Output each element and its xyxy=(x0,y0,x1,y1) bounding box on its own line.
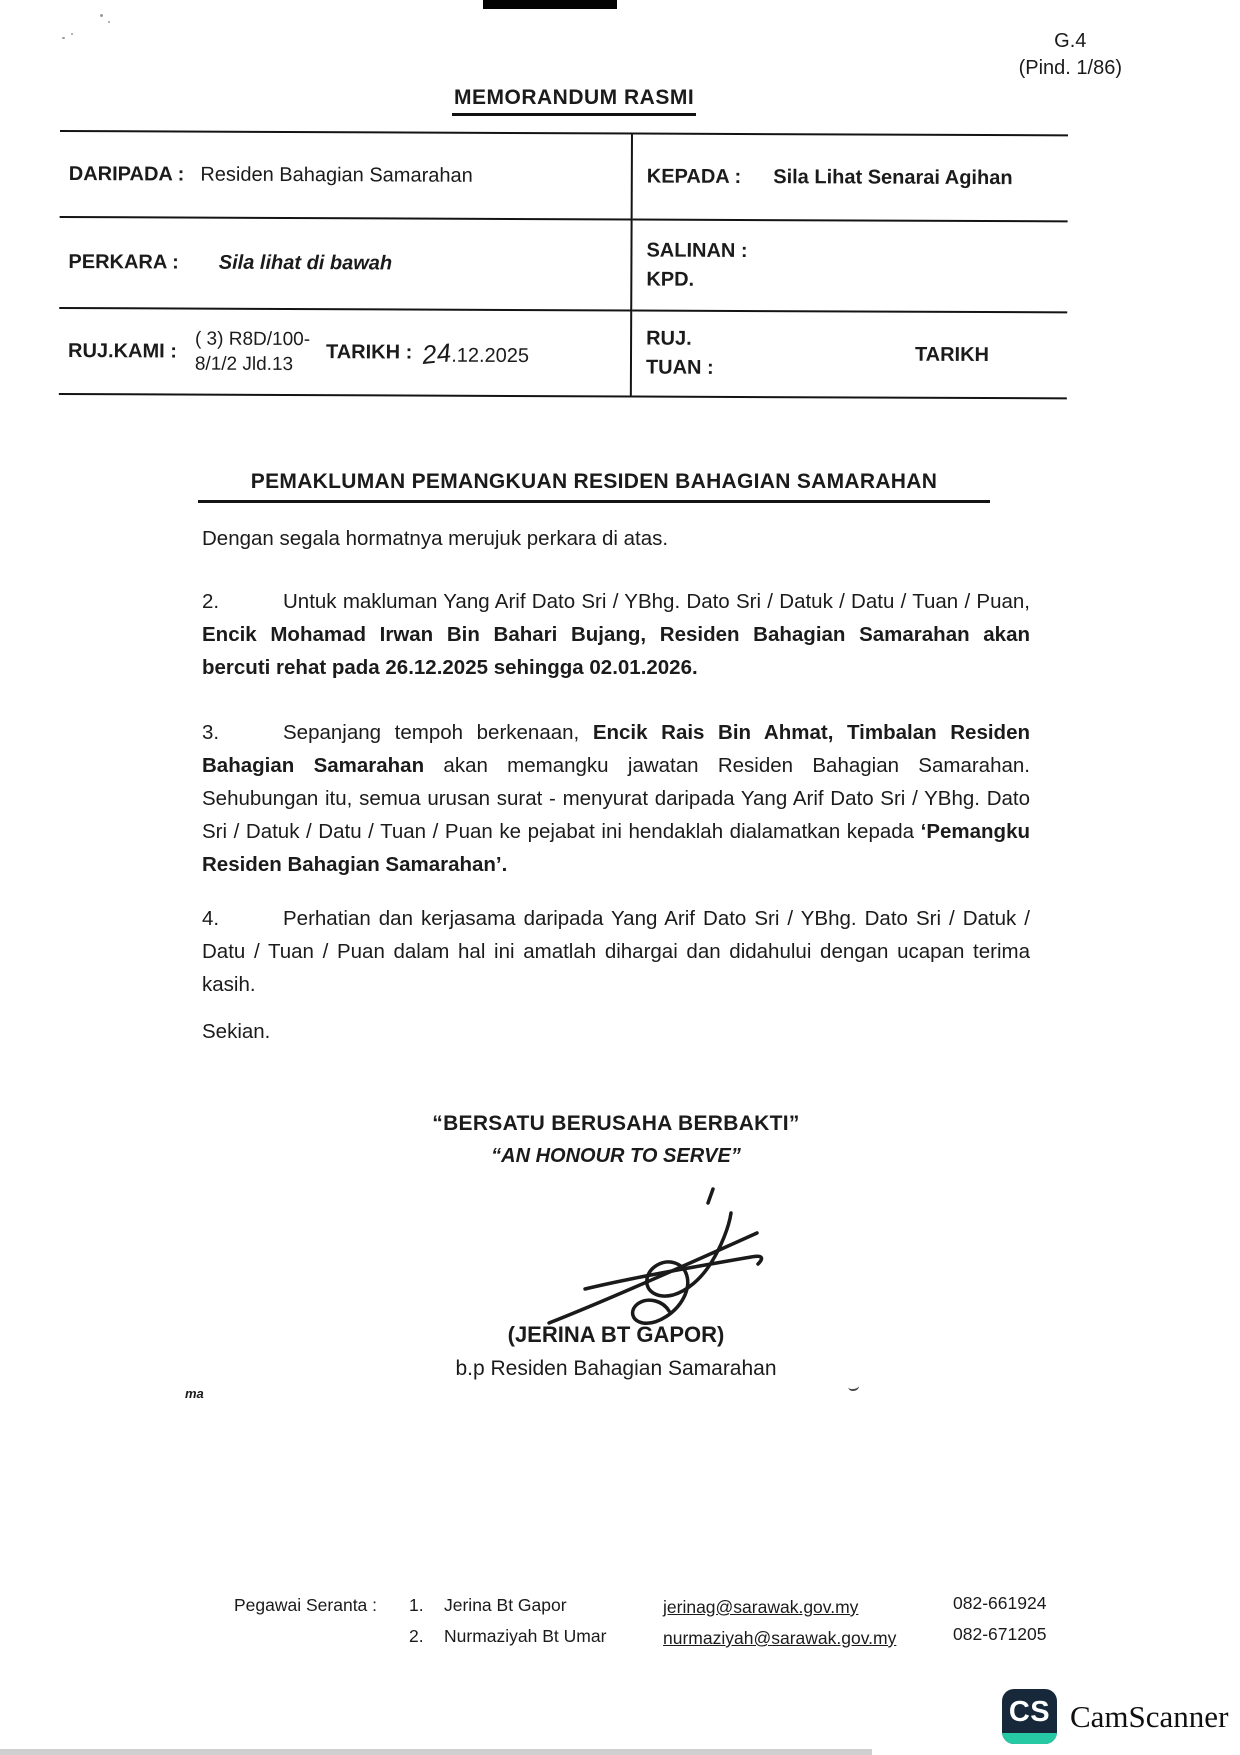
pegawai-seranta-label: Pegawai Seranta : xyxy=(234,1595,378,1615)
salinan-value: KPD. xyxy=(646,268,695,291)
officer-1-name: Jerina Bt Gapor xyxy=(444,1595,567,1615)
paragraph-2-bold-text: Encik Mohamad Irwan Bin Bahari Bujang, Residen Bahagian Samarahan akan bercuti rehat pada 26.12.2025 sehingga 02.01.2026. xyxy=(202,623,1030,679)
officer-2-name: Nurmaziyah Bt Umar xyxy=(444,1626,607,1646)
memo-title-wrap xyxy=(452,86,696,116)
paragraph-4-number: 4. xyxy=(202,907,220,930)
scan-artifact-top-bar xyxy=(483,0,617,9)
tarikh-rest: .12.2025 xyxy=(451,344,530,367)
perkara-value: Sila lihat di bawah xyxy=(218,251,393,275)
form-revision: (Pind. 1/86) xyxy=(1018,57,1122,79)
officer-1-phone: 082-661924 xyxy=(953,1593,1047,1613)
salinan-label: SALINAN : xyxy=(646,239,748,262)
ruj-tuan-line1: RUJ. xyxy=(646,327,692,350)
scan-speck xyxy=(62,37,65,39)
officer-2-phone: 082-671205 xyxy=(953,1624,1047,1644)
ruj-kami-label: RUJ.KAMI : xyxy=(67,339,177,363)
field-perkara xyxy=(59,218,632,311)
daripada-label: DARIPADA : xyxy=(68,162,185,186)
field-ruj-tuan xyxy=(632,311,1067,399)
subject-heading: PEMAKLUMAN PEMANGKUAN RESIDEN BAHAGIAN SAMARAHAN xyxy=(198,470,990,503)
camscanner-watermark xyxy=(1002,1689,1228,1744)
field-ruj-kami xyxy=(59,309,632,397)
handwritten-signature xyxy=(545,1185,775,1335)
paragraph-2-number: 2. xyxy=(202,590,220,613)
ruj-tuan-line2: TUAN : xyxy=(645,356,714,379)
typist-initials: ma xyxy=(185,1386,204,1401)
officer-2-email: nurmaziyah@sarawak.gov.my xyxy=(663,1628,897,1648)
tarikh-value xyxy=(422,337,529,368)
form-code-block xyxy=(1019,28,1122,82)
ruj-kami-line2: 8/1/2 Jld.13 xyxy=(194,353,294,376)
motto-block xyxy=(202,1112,1030,1168)
memo-title: MEMORANDUM RASMI xyxy=(452,86,696,116)
scan-pen-tick xyxy=(847,1381,859,1391)
camscanner-icon xyxy=(1002,1689,1057,1744)
officer-2-number: 2. xyxy=(409,1626,424,1646)
perkara-label: PERKARA : xyxy=(68,251,179,274)
officer-1-email: jerinag@sarawak.gov.my xyxy=(663,1597,859,1617)
memo-header-table xyxy=(59,130,1068,399)
paragraph-3-text-2: akan memangku jawatan Residen Bahagian Samarahan. Sehubungan itu, semua urusan surat - menyurat daripada Yang Arif Dato Sri / YBhg. Dato Sri / Datuk / Datu / Tuan / Puan ke pejabat ini hendaklah dialamatkan kepada xyxy=(202,754,1030,843)
ruj-kami-value xyxy=(195,327,310,378)
paragraph-2 xyxy=(202,585,1030,684)
motto-line-2: “AN HONOUR TO SERVE” xyxy=(491,1145,741,1167)
camscanner-wordmark: CamScanner xyxy=(1070,1698,1229,1734)
camscanner-icon-strip xyxy=(1002,1733,1057,1744)
paragraph-1: Dengan segala hormatnya merujuk perkara di atas. xyxy=(202,527,669,550)
paragraph-3-bold-title: ‘Pemangku Residen Bahagian Samarahan’. xyxy=(202,820,1030,876)
daripada-value: Residen Bahagian Samarahan xyxy=(200,163,473,187)
camscanner-icon-letters: CS xyxy=(1008,1695,1051,1728)
officer-1-number: 1. xyxy=(409,1595,424,1615)
paragraph-2-text: Untuk makluman Yang Arif Dato Sri / YBhg. Dato Sri / Datuk / Datu / Tuan / Puan, xyxy=(283,590,1030,613)
tarikh-label: TARIKH : xyxy=(325,340,413,364)
tarikh-day-handwritten: 24 xyxy=(420,336,453,370)
tarikh-right-label: TARIKH xyxy=(914,343,990,366)
paragraph-3-text: Sepanjang tempoh berkenaan, xyxy=(283,721,593,744)
paragraph-4-text: Perhatian dan kerjasama daripada Yang Arif Dato Sri / YBhg. Dato Sri / Datuk / Datu / Tuan / Puan dalam hal ini amatlah dihargai dan didahului dengan ucapan terima kasih. xyxy=(202,907,1030,996)
contact-footer xyxy=(0,1592,1240,1664)
paragraph-3-bold-name: Encik Rais Bin Ahmat, Timbalan Residen Bahagian Samarahan xyxy=(202,721,1030,777)
field-kepada xyxy=(633,135,1068,223)
form-code: G.4 xyxy=(1054,30,1087,52)
field-daripada xyxy=(60,132,633,220)
kepada-label: KEPADA : xyxy=(646,165,742,188)
motto-line-1: “BERSATU BERUSAHA BERBAKTI” xyxy=(432,1112,800,1135)
paragraph-3 xyxy=(202,716,1030,881)
paragraph-3-number: 3. xyxy=(202,721,220,744)
kepada-value: Sila Lihat Senarai Agihan xyxy=(773,165,1013,189)
scan-speck xyxy=(71,33,73,35)
signee-name: (JERINA BT GAPOR) xyxy=(507,1322,725,1347)
ruj-kami-line1: ( 3) R8D/100- xyxy=(194,328,311,351)
signee-capacity: b.p Residen Bahagian Samarahan xyxy=(455,1357,777,1380)
paragraph-4 xyxy=(202,902,1030,1001)
scan-speck xyxy=(108,21,110,23)
field-salinan xyxy=(632,220,1067,313)
closing-word: Sekian. xyxy=(202,1020,271,1043)
scan-artifact-bottom-edge xyxy=(0,1749,872,1755)
scan-speck xyxy=(100,14,103,17)
